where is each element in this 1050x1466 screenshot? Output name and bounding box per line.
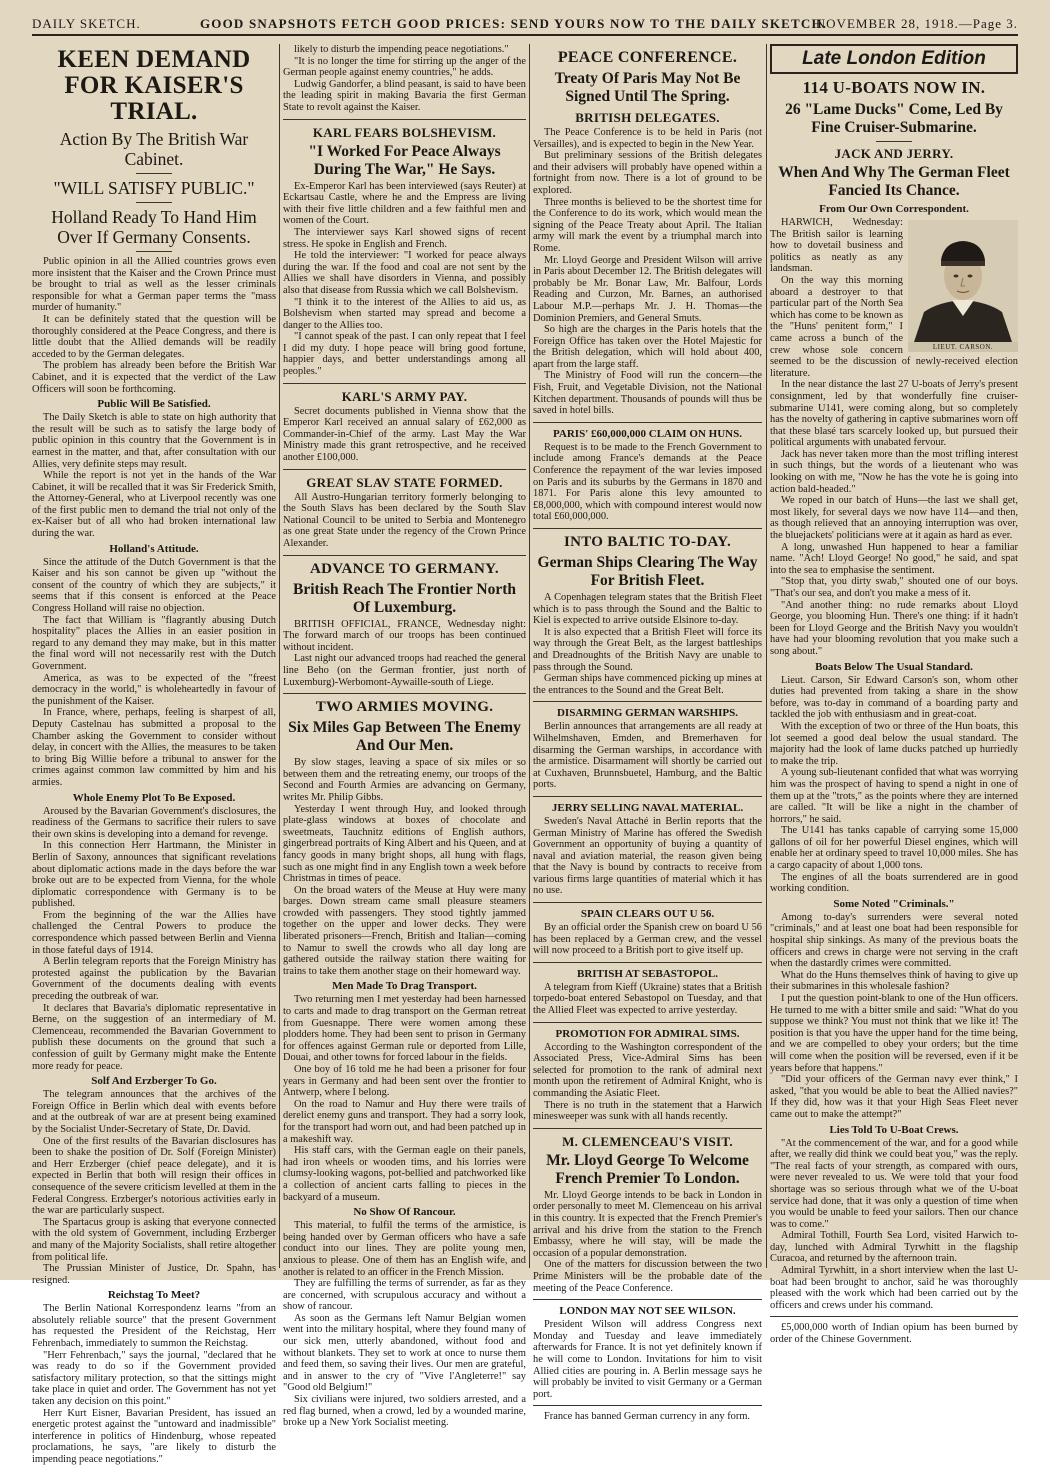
headline-british-delegates: BRITISH DELEGATES. <box>575 110 720 125</box>
paragraph: The Spartacus group is asking that everyone connected with the old system of Government, including Erzberger and many of the Majority Socialists, shall retire altogether from political life. <box>32 1216 276 1263</box>
headline-two-armies: TWO ARMIES MOVING. <box>315 699 494 716</box>
article-body <box>770 912 1018 1121</box>
divider <box>136 173 172 174</box>
article-body <box>533 1042 762 1123</box>
headline-karl-army-pay: KARL'S ARMY PAY. <box>341 388 468 404</box>
article-body <box>283 406 526 464</box>
headline-wilson: LONDON MAY NOT SEE WILSON. <box>559 1305 736 1318</box>
divider <box>533 701 762 702</box>
paragraph: The Prussian Minister of Justice, Dr. Spahn, has resigned. <box>32 1263 276 1286</box>
deck-german-fleet: When And Why The German Fleet Fancied Its Chance. <box>778 164 1010 199</box>
article-body <box>770 1138 1018 1312</box>
paragraph: Yesterday I went through Huy, and looked through plate-glass windows at boxes of chocolate and sweetmeats, Tauchnitz editions of English authors, gingerbread portraits of King Albert and his Queen, and at fancy goods in many bright shops, all hung with flags, such as one might find in any English town a week before Christmas in times of peace. <box>283 803 526 885</box>
paragraph: HARWICH, Wednesday: The British sailor is learning how to dovetail business and politics as neatly as any landsman. <box>770 217 903 275</box>
paragraph: Secret documents published in Vienna show that the Emperor Karl received an annual salary of £62,000 as Commander-in-Chief of the army. Last May the War Ministry made this grant retrospective, and he received another £100,000. <box>283 405 526 464</box>
subhead-lies-told: Lies Told To U-Boat Crews. <box>829 1123 959 1136</box>
paragraph: The Berlin National Korrespondenz learns "from an absolutely reliable source" that the present Government has requested the President of the Reichstag, Herr Fehrenbach, immediately to summon the Reichstag. <box>32 1303 276 1350</box>
subhead-enemy-plot: Whole Enemy Plot To Be Exposed. <box>72 791 236 804</box>
paragraph: likely to disturb the impending peace negotiations." <box>294 44 509 55</box>
paragraph: Ludwig Gandorfer, a blind peasant, is said to have been the leading spirit in making Bavaria the first German State to revolt against the Kaiser. <box>283 78 526 113</box>
paragraph: "Stop that, you dirty swab," shouted one of our boys. "That's our sea, and don't you make a mess of it. <box>770 576 1018 599</box>
column-rule <box>529 44 530 1268</box>
column-rule <box>766 44 767 1268</box>
paragraph: A Copenhagen telegram states that the British Fleet which is to pass through the Sound and the Baltic to Kiel is expected to arrive outside Elsinore to-day. <box>533 592 762 627</box>
article-body <box>283 181 526 378</box>
subhead-no-rancour: No Show Of Rancour. <box>353 1206 456 1219</box>
headline-clemenceau-visit: M. CLEMENCEAU'S VISIT. <box>562 1133 733 1149</box>
subhead-below-standard: Boats Below The Usual Standard. <box>815 660 973 673</box>
masthead <box>32 12 1018 36</box>
column-kaiser-trial <box>32 44 276 1465</box>
paragraph: One boy of 16 told me he had been a prisoner for four years in Germany and had been sent over the frontier to Antwerp, where I belong. <box>283 1064 526 1099</box>
article-body <box>533 816 762 897</box>
deck-holland-ready: Holland Ready To Hand Him Over If Germany Consents. <box>51 207 257 247</box>
paragraph: "It is no longer the time for stirring up the anger of the German people against enemy countries," he adds. <box>283 55 526 79</box>
paragraph: There is no truth in the statement that a Harwich minesweeper was sunk with all hands recently. <box>533 1099 762 1123</box>
paragraph: From the beginning of the war the Allies have challenged the Central Powers to produce the correspondence which passed between Berlin and Vienna in those fateful days of 1914. <box>32 909 276 956</box>
paragraph: With the exception of two or three of the Hun boats, this lot seemed a good deal below the usual standard. The majority had the look of lame ducks patched up hurriedly to make the trip. <box>770 720 1018 767</box>
late-edition-banner: Late London Edition <box>770 44 1018 74</box>
paragraph: One of the matters for discussion between the two Prime Ministers will be the probable date of the meeting of the Peace Conference. <box>533 1259 762 1294</box>
article-body <box>770 1322 1018 1345</box>
paragraph: The engines of all the boats surrendered are in good working condition. <box>770 871 1018 895</box>
divider <box>283 469 526 470</box>
paragraph: Two returning men I met yesterday had been harnessed to carts and made to drag transport on the German retreat from Guesnappe. There were women among these plodders home. They had been sent to prison in Germany for offences against German rule or deported from Lille, Douai, and other towns for forced labour in the fields. <box>283 994 526 1064</box>
deck-lloyd-george: Mr. Lloyd George To Welcome French Premier To London. <box>546 1151 749 1187</box>
paragraph: All Austro-Hungarian territory formerly belonging to the South Slavs has been declared by the South Slav National Council to be united to Serbia and Montenegro as one great State under the regency of the Crown Prince Alexander. <box>283 491 526 549</box>
paragraph: In France, where, perhaps, feeling is sharpest of all, Deputy Castelnau has submitted a proposal to the Chamber asking the Government to consider without delay, in concert with the Allies, the measures to be taken to bring Big Willie before a tribunal to answer for the crimes against common law committed by him and his armies. <box>32 707 276 788</box>
paragraph: "At the commencement of the war, and for a good while after, we really did think we could beat you," was the reply. "The real facts of your strength, as compared with ours, were never revealed to us. We were told that your food shortage was so serious through what we of the U-boat service had done, that it was only a question of time when you would be unable to feed your sailors. Then our chance was to come." <box>770 1137 1018 1230</box>
paragraph: Herr Kurt Eisner, Bavarian President, has issued an energetic protest against the "untoward and inadmissible" interference in politics of Hindenburg, whose repeated proclamations, he says, "are likely to disturb the impending peace negotiations." <box>32 1407 276 1465</box>
divider <box>533 1299 762 1300</box>
headline-peace-conference: PEACE CONFERENCE. <box>557 49 738 66</box>
headline-disarming-warships: DISARMING GERMAN WARSHIPS. <box>556 707 738 720</box>
paragraph: The telegram announces that the archives of the Foreign Office in Berlin which deal with events before and at the outbreak of war are at present being examined by the Socialist Under-Secretary of State, Dr. David. <box>32 1089 276 1135</box>
deck-six-miles: Six Miles Gap Between The Enemy And Our Men. <box>288 719 521 755</box>
paragraph: By slow stages, leaving a space of six miles or so between them and the retreating enemy, our troops of the Second and Fourth Armies are advancing on Germany, writes Mr. Philip Gibbs. <box>283 757 526 803</box>
paragraph: In this connection Herr Hartmann, the Minister in Berlin of Saxony, announces that significant revelations about diplomatic actions made in the days before the war broke out are to be expected from Vienna, for the whole diplomatic correspondence with Germany is to be published. <box>32 840 276 910</box>
masthead-slogan: GOOD SNAPSHOTS FETCH GOOD PRICES: SEND YOURS NOW TO THE DAILY SKETCH. <box>200 16 828 31</box>
paragraph: Mr. Lloyd George and President Wilson will arrive in Paris about December 12. The British delegates will probably be Mr. Bonar Law, Mr. Balfour, Lords Reading and Curzon, Mr. Barnes, an authorised Labour M.P.—perhaps Mr. J. H. Thomas—the Dominion Premiers, and General Smuts. <box>533 254 762 324</box>
divider <box>533 962 762 963</box>
paragraph: Since the attitude of the Dutch Government is that the Kaiser and his son cannot be given up "without the consent of the country of which they are subjects," it seems that if this consent is enforced at the Peace Congress Holland will raise no objection. <box>32 556 276 615</box>
paragraph: On the way this morning aboard a destroyer to that particular part of the North Sea which has come to be known as the "Huns' penitent form," I came across a bunch of the crew whose sole concern seemed to be the discussion of newly-received election literature. <box>770 274 1018 379</box>
article-body <box>283 492 526 550</box>
paragraph: According to the Washington correspondent of the Associated Press, Vice-Admiral Sims has been selected for promotion to the rank of admiral next month upon the retirement of Admiral Knight, who is commanding the Asiatic Fleet. <box>533 1041 762 1099</box>
article-body <box>32 412 276 540</box>
divider <box>283 119 526 120</box>
paragraph: Admiral Tyrwhitt, in a short interview when the last U-boat had been brought to anchor, said he was thoroughly pleased with the work which had been carried out by the officers and crews under his command. <box>770 1265 1018 1311</box>
paragraph: The interviewer says Karl showed signs of recent stress. He spoke in English and French. <box>283 226 526 250</box>
deck-german-ships: German Ships Clearing The Way For British Fleet. <box>537 554 758 589</box>
divider <box>770 1316 1018 1317</box>
column-rule <box>279 44 280 1268</box>
paragraph: The Daily Sketch is able to state on high authority that the result will be such as to satisfy the large body of public opinion in this country that the Government is in earnest in the matter, and that, after consultation with our Allies, very definite steps may result. <box>32 412 276 470</box>
paragraph: Among to-day's surrenders were several noted "criminals," and at least one boat had been responsible for hospital ship sinkings. As many of the previous boats the officers and crews in charge were not serving in the craft when the dastardly crimes were committed. <box>770 911 1018 970</box>
paragraph: "I cannot speak of the past. I can only repeat that I feel I did my duty. I hope peace will bring good fortune, happier days, and better understandings among all peoples." <box>283 331 526 378</box>
column-u-boats <box>770 44 1018 1346</box>
paragraph: "I think it to the interest of the Allies to aid us, as Bolshevism when started may spread and become a danger to the Allies too. <box>283 296 526 331</box>
divider <box>283 383 526 384</box>
divider <box>533 1405 762 1406</box>
subhead-noted-criminals: Some Noted "Criminals." <box>833 897 955 910</box>
paragraph: It can be definitely stated that the question will be thoroughly considered at the Peace Congress, and there is little doubt that the Allied demands will be readily acceded to by the German delegates. <box>32 313 276 360</box>
divider <box>533 1022 762 1023</box>
article-body <box>533 592 762 696</box>
article-body <box>533 442 762 523</box>
paragraph: France has banned German currency in any form. <box>544 1411 750 1423</box>
article-body <box>533 922 762 957</box>
paragraph: Public opinion in all the Allied countries grows even more insistent that the Kaiser and the Crown Prince must be brought to trial as well as the lesser criminals responsible for what a German paper terms the "mass murder of humanity." <box>32 256 276 314</box>
paragraph: They are fulfilling the terms of surrender, as far as they are concerned, with scrupulous accuracy and without a show of rancour. <box>283 1278 526 1313</box>
column-karl-armies <box>283 44 526 1429</box>
paragraph: His staff cars, with the German eagle on their panels, had iron wheels or wooden tims, and his lorries were clumsy-looking wagons, pot-bellied and patchworked like a collection of ancient carts falling to pieces in the backyard of a museum. <box>283 1145 526 1203</box>
article-body <box>32 806 276 1073</box>
paragraph: So high are the charges in the Paris hotels that the Foreign Office has taken over the Hotel Majestic for the British delegation, which will hold about 400, apart from the large staff. <box>533 324 762 370</box>
paragraph: The Peace Conference is to be held in Paris (not Versailles), and is expected to begin in the New Year. <box>533 127 762 150</box>
paragraph: German ships have commenced picking up mines at the entrances to the Sound and the Great Belt. <box>533 673 762 696</box>
portrait-lieut-carson <box>908 220 1018 352</box>
headline-naval-material: JERRY SELLING NAVAL MATERIAL. <box>551 801 744 814</box>
paragraph: The Ministry of Food will run the concern—the Fish, Fruit, and Vegetable Division, not the National Kitchen department. Thousands of pounds will thus be saved in hotel bills. <box>533 370 762 417</box>
headline-u-boats: 114 U-BOATS NOW IN. <box>802 78 986 97</box>
paragraph: On the road to Namur and Huy there were trails of derelict enemy guns and transport. They had a sorry look, for the transport had worn out, and had been patched up in a makeshift way. <box>283 1098 526 1145</box>
byline-correspondent: From Our Own Correspondent. <box>819 203 969 215</box>
subhead-drag-transport: Men Made To Drag Transport. <box>332 980 477 993</box>
paragraph: BRITISH OFFICIAL, FRANCE, Wednesday night: The forward march of our troops has been continued without incident. <box>283 618 526 653</box>
paragraph: On the broad waters of the Meuse at Huy were many barges. Down stream came small pleasure steamers crowded with passengers. They stood tightly jammed together on the upper and lower decks. They were liberated prisoners—French, British and Italian—coming to Namur to swell the crowds who all day long are gathered outside the railway station there waiting for trains to take them another stage on their homeward way. <box>283 884 526 977</box>
article-body <box>533 127 762 417</box>
divider <box>136 251 172 252</box>
article-body <box>283 44 526 114</box>
article-body <box>533 721 762 791</box>
headline-karl-bolshevism: KARL FEARS BOLSHEVISM. <box>312 124 497 140</box>
deck-luxemburg: British Reach The Frontier North Of Luxemburg. <box>292 580 517 616</box>
paragraph: In the near distance the last 27 U-boats of Jerry's present consignment, led by that wonderfully fine cruiser-submarine U141, were coming along, but so completely has the novelty of gathering in captive submarines worn off that these blasé tars scarcely looked up, but pursued their political arguments with unabated fervour. <box>770 379 1018 449</box>
article-body <box>533 1190 762 1294</box>
paragraph: Mr. Lloyd George intends to be back in London in order personally to meet M. Clemenceau on his arrival in this country. It is expected that the French Premier's arrival and his drive from the station to the French Embassy, where he will stay, will be made the occasion of a popular demonstration. <box>533 1189 762 1259</box>
article-body <box>32 1089 276 1286</box>
subhead-solf-erzberger: Solf And Erzberger To Go. <box>91 1075 217 1088</box>
paragraph: It declares that Bavaria's diplomatic representative in Berne, on the suggestion of an intermediary of M. Clemenceau, recommended the Bavarian Government to publish these documents on the ground that such a confession of guilt by Germany might make the Entente more ready for peace. <box>32 1002 276 1072</box>
paragraph: President Wilson will address Congress next Monday and Tuesday and leave immediately afterwards for France. It is not yet definitely known if he will come to London. Invitations for him to visit Allied cities are pouring in. A Berlin message says he will probably be invited to visit Germany or a German port. <box>533 1319 762 1400</box>
portrait-photo <box>908 220 1018 342</box>
portrait-caption: LIEUT. CARSON. <box>932 343 994 351</box>
divider <box>533 902 762 903</box>
headline-advance-germany: ADVANCE TO GERMANY. <box>310 560 499 577</box>
divider <box>283 555 526 556</box>
article-body <box>32 557 276 789</box>
headline-jack-jerry: JACK AND JERRY. <box>834 146 954 161</box>
paragraph: I put the question point-blank to one of the Hun officers. He turned to me with a bitter smile and said: "What do you suppose we think? You must not think that we like it! The position is that you have the upper hand for the time being, and we are compelled to obey your orders; but the time will come when the position will be reversed, even if it be years before that happens." <box>770 993 1018 1074</box>
article-body <box>533 982 762 1017</box>
article-body <box>283 1220 526 1429</box>
column-peace-conference <box>533 44 762 1423</box>
paragraph: A long, unwashed Hun happened to hear a familiar name. "Ach! Lloyd George! No good," he said, and spat into the sea to emphasise the sentiment. <box>770 541 1018 576</box>
paragraph: Six civilians were injured, two soldiers arrested, and a red flag burned, when a crowd, led by a wounded marine, broke up a New York Socialist meeting. <box>283 1394 526 1429</box>
paragraph: Last night our advanced troops had reached the general line Beho (on the German frontier, just north of Luxemburg)-Werbomont-Aywaille-south of Liege. <box>283 653 526 688</box>
paragraph: America, as was to be expected of the "freest democracy in the world," is wholeheartedly in favour of the punishment of the Kaiser. <box>32 672 276 707</box>
paragraph: It is also expected that a British Fleet will force its way through the Great Belt, as the largest battleships and Dreadnoughts of the British Navy are unable to pass through the Sound. <box>533 626 762 673</box>
article-body <box>283 994 526 1203</box>
paragraph: The problem has already been before the British War Cabinet, and it is expected that the verdict of the Law Officers will soon be forthcoming. <box>32 360 276 395</box>
article-body <box>283 757 526 977</box>
headline-sebastopol: BRITISH AT SEBASTOPOL. <box>577 967 718 980</box>
paragraph: The U141 has tanks capable of carrying some 15,000 gallons of oil for her powerful Diesel engines, which will enable her at ordinary speed to travel 10,000 miles. She has a cargo capacity of about 1,000 tons. <box>770 825 1018 872</box>
article-body <box>533 1319 762 1400</box>
paragraph: Sweden's Naval Attaché in Berlin reports that the German Ministry of Marine has offered the Swedish Government an opportunity of buying a quantity of naval and aviation material, the reason given being that the Navy is bound by contracts to receive from various firms large quantities of material which it has no use. <box>533 815 762 897</box>
paragraph: What do the Huns themselves think of having to give up their submarines in this wholesale fashion? <box>770 969 1018 993</box>
article-body <box>283 619 526 689</box>
paragraph: Admiral Tothill, Fourth Sea Lord, visited Harwich to-day, lunched with Admiral Tyrwhitt in the flagship Curacoa, and returned by the afternoon train. <box>770 1230 1018 1265</box>
paragraph: A young sub-lieutenant confided that what was worrying him was the prospect of having to spend a night in one of them up at the "trots," as the points where they are interned are called. "It will be like a night in the chamber of horrors," he said. <box>770 767 1018 825</box>
headline-slav-state: GREAT SLAV STATE FORMED. <box>306 474 503 490</box>
paragraph: He told the interviewer: "I worked for peace always during the war. If the food and coal are not sent by the Allies we shall have disorders in Vienna, and possibly also that disease from Russia which we call Bolshevism. <box>283 250 526 296</box>
article-body <box>32 1303 276 1465</box>
deck-lame-ducks: 26 "Lame Ducks" Come, Led By Fine Cruiser-Submarine. <box>785 101 1003 136</box>
headline-spain-u56: SPAIN CLEARS OUT U 56. <box>580 908 715 921</box>
issue-date: NOVEMBER 28, 1918.—Page 3. <box>815 16 1018 31</box>
paragraph: "Did your officers of the German navy ever think," I asked, "that you would be able to beat the Allied navies?" If they did, how was it that your High Seas Fleet never came out to make the attempt?" <box>770 1074 1018 1120</box>
article-body <box>770 675 1018 895</box>
paragraph: Jack has never taken more than the most trifling interest in such things, but the words of a lieutenant who was looking on with me, "Now he has the vote he is going into action bald-headed." <box>770 448 1018 495</box>
article-body <box>32 256 276 395</box>
paragraph: We roped in our batch of Huns—the last we shall get, most likely, for several days we now have 114—and then, as though relieved that an annoying interruption was over, the bluejackets' politicians were at it again as hard as ever. <box>770 495 1018 542</box>
subhead-public-satisfied: Public Will Be Satisfied. <box>97 398 211 411</box>
paragraph: Berlin announces that arrangements are all ready at Wilhelmshaven, Emden, and Bremerhaven for disarming the German warships, in accordance with the armistice. Disarmament will shortly be carried out at Cuxhaven, Brunnsbuetel, Hamburg, and the Baltic ports. <box>533 721 762 791</box>
paragraph: £5,000,000 worth of Indian opium has been burned by order of the Chinese Government. <box>770 1322 1018 1346</box>
divider <box>876 141 912 142</box>
paragraph: Request is to be made to the French Government to include among France's demands at the Peace Conference the repayment of the war levies imposed on Paris and its suburbs by the Germans in 1870 and 1871. For Paris alone this levy amounted to £8,000,000, which with compound interest would now total £60,000,000. <box>533 441 762 523</box>
headline-paris-claim: PARIS' £60,000,000 CLAIM ON HUNS. <box>553 427 742 440</box>
paragraph: The fact that William is "flagrantly abusing Dutch hospitality" places the Allies in an easier position in regard to any demand they may make, but in this matter the final word will not necessarily rest with the Dutch Government. <box>32 614 276 672</box>
paragraph: "Herr Fehrenbach," says the journal, "declared that he was ready to do so if the Government provided satisfactory military protection, so that the sittings might take place in quiet and order. The Government has not yet taken any decision on this point." <box>32 1349 276 1408</box>
divider <box>283 693 526 694</box>
paragraph: As soon as the Germans left Namur Belgian women went into the military hospital, where they found many of our sick men, utterly abandoned, without food and without blankets. They set to work at once to nurse them and feed them, so saving their lives. Our men are grateful, and in answer to the cry of "Vive l'Angleterre!" say "Good old Belgium!" <box>283 1312 526 1394</box>
paragraph: While the report is not yet in the hands of the War Cabinet, it will be recalled that it was Sir Frederick Smith, the Attorney-General, who at Liverpool recently was one of the first public men to demand the trial not only of the ex-Kaiser but of all who had broken international law during the war. <box>32 470 276 540</box>
paragraph: This material, to fulfil the terms of the armistice, is being handed over by German officers who have a safe conduct into our lines. They are polite young men, anxious to please. One of them has an English wife, and another is related to an officer in the French Mission. <box>283 1220 526 1278</box>
divider <box>533 796 762 797</box>
paragraph: Lieut. Carson, Sir Edward Carson's son, whom other duties had prevented from taking a share in the show before, was to-day in command of a boarding party and tackled the job with enthusiasm and in great-coat. <box>770 674 1018 721</box>
subhead-hollands-attitude: Holland's Attitude. <box>109 542 199 555</box>
paper-name: DAILY SKETCH. <box>32 16 141 31</box>
paragraph: Ex-Emperor Karl has been interviewed (says Reuter) at Eckartsau Castle, where he and the Empress are living with their five little children and a few faithful men and women of the Court. <box>283 180 526 227</box>
article-body <box>533 1411 762 1423</box>
divider <box>533 528 762 529</box>
divider <box>533 422 762 423</box>
deck-treaty-paris: Treaty Of Paris May Not Be Signed Until The Spring. <box>554 70 741 105</box>
divider <box>136 202 172 203</box>
headline-kaiser-trial: KEEN DEMAND FOR KAISER'S TRIAL. <box>57 46 251 125</box>
headline-into-baltic: INTO BALTIC TO-DAY. <box>563 534 732 550</box>
divider <box>533 1128 762 1129</box>
paragraph: By an official order the Spanish crew on board U 56 has been replaced by a German crew, and the vessel will now proceed to a British port to give itself up. <box>533 922 762 957</box>
paragraph: Three months is believed to be the shortest time for the Conference to do its work, which would mean the signing of the Peace Treaty about April. The Italian army will mark the event by a triumphal march into Rome. <box>533 196 762 254</box>
deck-karl-peace: "I Worked For Peace Always During The War," He Says. <box>308 142 501 178</box>
deck-satisfy-public: "WILL SATISFY PUBLIC." <box>53 178 255 198</box>
deck-war-cabinet: Action By The British War Cabinet. <box>59 129 249 169</box>
paragraph: "And another thing: no rude remarks about Lloyd George, you blooming Hun. There's one thing: if it hadn't been for Lloyd George and the British Navy you wouldn't have had your blooming revolution that you make such a song about." <box>770 599 1018 657</box>
paragraph: A Berlin telegram reports that the Foreign Ministry has protested against the publication by the Bavarian Government of the documents dealing with events preceding the outbreak of war. <box>32 956 276 1003</box>
paragraph: Aroused by the Bavarian Government's disclosures, the readiness of the Germans to sacrifice their rulers to save their own skins is developing into a demand for revenge. <box>32 805 276 840</box>
subhead-reichstag: Reichstag To Meet? <box>107 1289 201 1302</box>
paragraph: But preliminary sessions of the British delegates and their advisers will probably have opened within a fortnight from now. There is a lot of ground to be explored. <box>533 150 762 196</box>
headline-admiral-sims: PROMOTION FOR ADMIRAL SIMS. <box>555 1027 740 1040</box>
paragraph: A telegram from Kieff (Ukraine) states that a British torpedo-boat entered Sebastopol on Tuesday, and that the Allied Fleet was expected to arrive yesterday. <box>533 981 762 1017</box>
paragraph: One of the first results of the Bavarian disclosures has been to shake the position of Dr. Solf (Foreign Minister) and Herr Erzberger (chief peace delegate), and it is expected in Berlin that both will resign their offices in consequence of the severe criticism levelled at them in the Federal Congress. Erzberger's notorious activities early in the war are particularly suspect. <box>32 1135 276 1217</box>
